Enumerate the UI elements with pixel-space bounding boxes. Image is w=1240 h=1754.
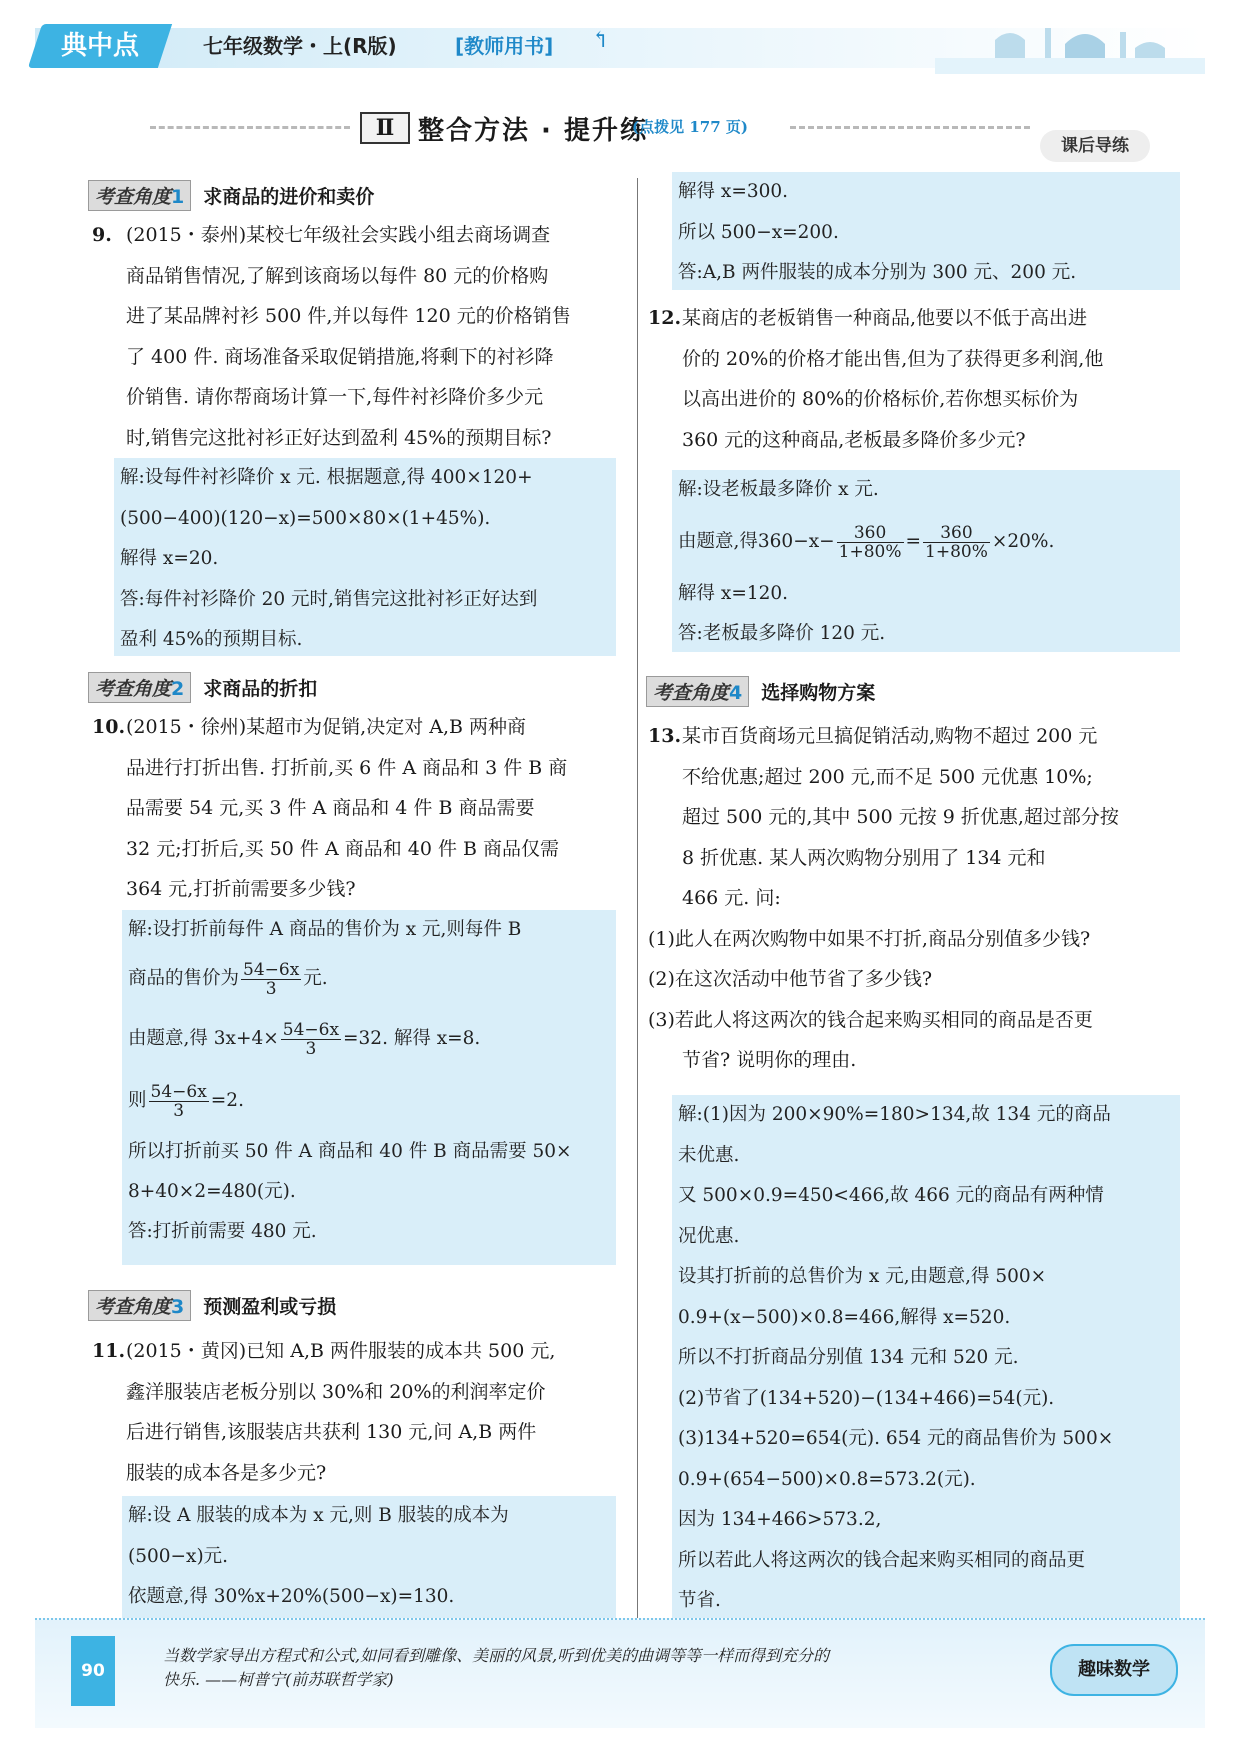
- problem-9: 9. (2015・泰州)某校七年级社会实践小组去商场调查 商品销售情况,了解到该商场以每件 80 元的价格购 进了某品牌衬衫 500 件,并以每件 120 元的价格销售 了 400 件. 商场准备采取促销措施,将剩下的衬衫降 价销售. 请你帮商场计算一下,每件衬衫降价多少元 时,销售完这批衬衫正好达到盈利 45%的预期目标?: [92, 215, 632, 458]
- divider: [790, 126, 1030, 129]
- problem-number: 10.: [92, 716, 126, 738]
- angle-heading-1: 考查角度1 求商品的进价和卖价: [88, 180, 374, 211]
- solution-13: 解:(1)因为 200×90%=180>134,故 134 元的商品 未优惠. 又 500×0.9=450<466,故 466 元的商品有两种情 况优惠. 设其打折前的总售价为 x 元,由题意,得 500× 0.9+(x−500)×0.8=466,解得 x=520. 所以不打折商品分别值 134 元和 520 元. (2)节省了(134+520)−(134+466)=54(元). (3)134+520=654(元). 654 元的商品售价为 500× 0.9+(654−500)×0.8=573.2(元). 因为 134+466>573.2, 所以若此人将这两次的钱合起来购买相同的商品更 节省.: [672, 1095, 1180, 1625]
- solution-10: 解:设打折前每件 A 商品的售价为 x 元,则每件 B 商品的售价为 $\frac{54-6x}{3}$ 元. 由题意,得 3x+4× $\frac{54-6x}{3}$ =32. 解得 x=8. 则 $\frac{54-6x}{3}$ =2. 所以打折前买 50 件 A 商品和 40 件 B 商品需要 50× 8+40×2=480(元). 答:打折前需要 480 元.: [122, 910, 616, 1265]
- angle-tag: 考查角度4: [646, 676, 749, 707]
- book-title: 七年级数学・上(R版): [203, 34, 397, 58]
- problem-12: 12. 某商店的老板销售一种商品,他要以不低于高出进 价的 20%的价格才能出售,但为了获得更多利润,他 以高出进价的 80%的价格标价,若你想买标价为 360 元的这种商品,老板最多降价多少元?: [648, 298, 1188, 460]
- angle-heading-3: 考查角度3 预测盈利或亏损: [88, 1290, 336, 1321]
- sub-question-1: (1)此人在两次购物中如果不打折,商品分别值多少钱?: [648, 927, 1091, 950]
- fraction: $\frac{54-6x}{3}$: [243, 959, 300, 999]
- section-title-bar: [150, 112, 1030, 146]
- angle-tag: 考查角度3: [88, 1290, 191, 1321]
- fraction: $\frac{360}{1+80\%}$: [838, 522, 902, 562]
- fun-math-badge: 趣味数学: [1050, 1644, 1178, 1696]
- divider: [150, 126, 350, 129]
- solution-9: 解:设每件衬衫降价 x 元. 根据题意,得 400×120+ (500−400)(120−x)=500×80×(1+45%). 解得 x=20. 答:每件衬衫降价 20 元时,销售完这批衬衫正好达到 盈利 45%的预期目标.: [114, 458, 616, 656]
- problem-number: 13.: [648, 725, 682, 747]
- skyline-illustration: [935, 18, 1205, 74]
- page-footer: [35, 1618, 1205, 1733]
- page-number: 90: [71, 1636, 115, 1706]
- fraction: $\frac{54-6x}{3}$: [282, 1019, 340, 1059]
- teacher-edition-tag: [教师用书]: [455, 34, 554, 58]
- solution-11-part1: 解:设 A 服装的成本为 x 元,则 B 服装的成本为 (500−x)元. 依题意,得 30%x+20%(500−x)=130.: [122, 1496, 616, 1620]
- angle-tag: 考查角度1: [88, 180, 191, 211]
- problem-number: 9.: [92, 224, 112, 246]
- fraction: $\frac{54-6x}{3}$: [150, 1081, 207, 1121]
- problem-number: 11.: [92, 1340, 126, 1362]
- section-number: Ⅱ: [360, 112, 410, 144]
- return-arrow-icon: ↰: [591, 28, 610, 53]
- problem-13: 13. 某市百货商场元旦搞促销活动,购物不超过 200 元 不给优惠;超过 200 元,而不足 500 元优惠 10%; 超过 500 元的,其中 500 元按 9 折优惠,超过部分按 8 折优惠. 某人两次购物分别用了 134 元和 466 元. 问: (1)此人在两次购物中如果不打折,商品分别值多少钱? (2)在这次活动中他节省了多少钱? (3)若此人将这两次的钱合起来购买相同的商品是否更 节省? 说明你的理由.: [648, 716, 1188, 1081]
- sub-question-2: (2)在这次活动中他节省了多少钱?: [648, 968, 933, 990]
- page-header: [35, 18, 1205, 74]
- hint-reference: (点拨见 177 页): [632, 118, 748, 136]
- problem-number: 12.: [648, 307, 682, 329]
- solution-12: 解:设老板最多降价 x 元. 由题意,得360−x− $\frac{360}{1+80\%}$ = $\frac{360}{1+80\%}$ ×20%. 解得 x=120. 答:老板最多降价 120 元.: [672, 470, 1180, 652]
- footer-quote: 当数学家导出方程式和公式,如同看到雕像、美丽的风景,听到优美的曲调等等一样而得到充分的 快乐. ——柯普宁(前苏联哲学家): [163, 1646, 830, 1689]
- angle-tag: 考查角度2: [88, 672, 191, 703]
- column-divider: [637, 178, 638, 1630]
- section-title: 整合方法 · 提升练: [418, 116, 648, 146]
- solution-11-part2: 解得 x=300. 所以 500−x=200. 答:A,B 两件服装的成本分别为 300 元、200 元.: [672, 172, 1180, 290]
- angle-heading-4: 考查角度4 选择购物方案: [646, 676, 875, 707]
- problem-10: 10. (2015・徐州)某超市为促销,决定对 A,B 两种商 品进行打折出售. 打折前,买 6 件 A 商品和 3 件 B 商 品需要 54 元,买 3 件 A 商品和 4 件 B 商品需要 32 元;打折后,买 50 件 A 商品和 40 件 B 商品仅需 364 元,打折前需要多少钱?: [92, 707, 632, 910]
- brand-logo: 典中点: [28, 24, 172, 68]
- fraction: $\frac{360}{1+80\%}$: [925, 522, 988, 562]
- sub-question-3: (3)若此人将这两次的钱合起来购买相同的商品是否更: [648, 1008, 1093, 1031]
- angle-heading-2: 考查角度2 求商品的折扣: [88, 672, 317, 703]
- after-class-label: 课后导练: [1040, 130, 1150, 162]
- problem-11: 11. (2015・黄冈)已知 A,B 两件服装的成本共 500 元, 鑫洋服装店老板分别以 30%和 20%的利润率定价 后进行销售,该服装店共获利 130 元,问 A,B 两件 服装的成本各是多少元?: [92, 1331, 632, 1493]
